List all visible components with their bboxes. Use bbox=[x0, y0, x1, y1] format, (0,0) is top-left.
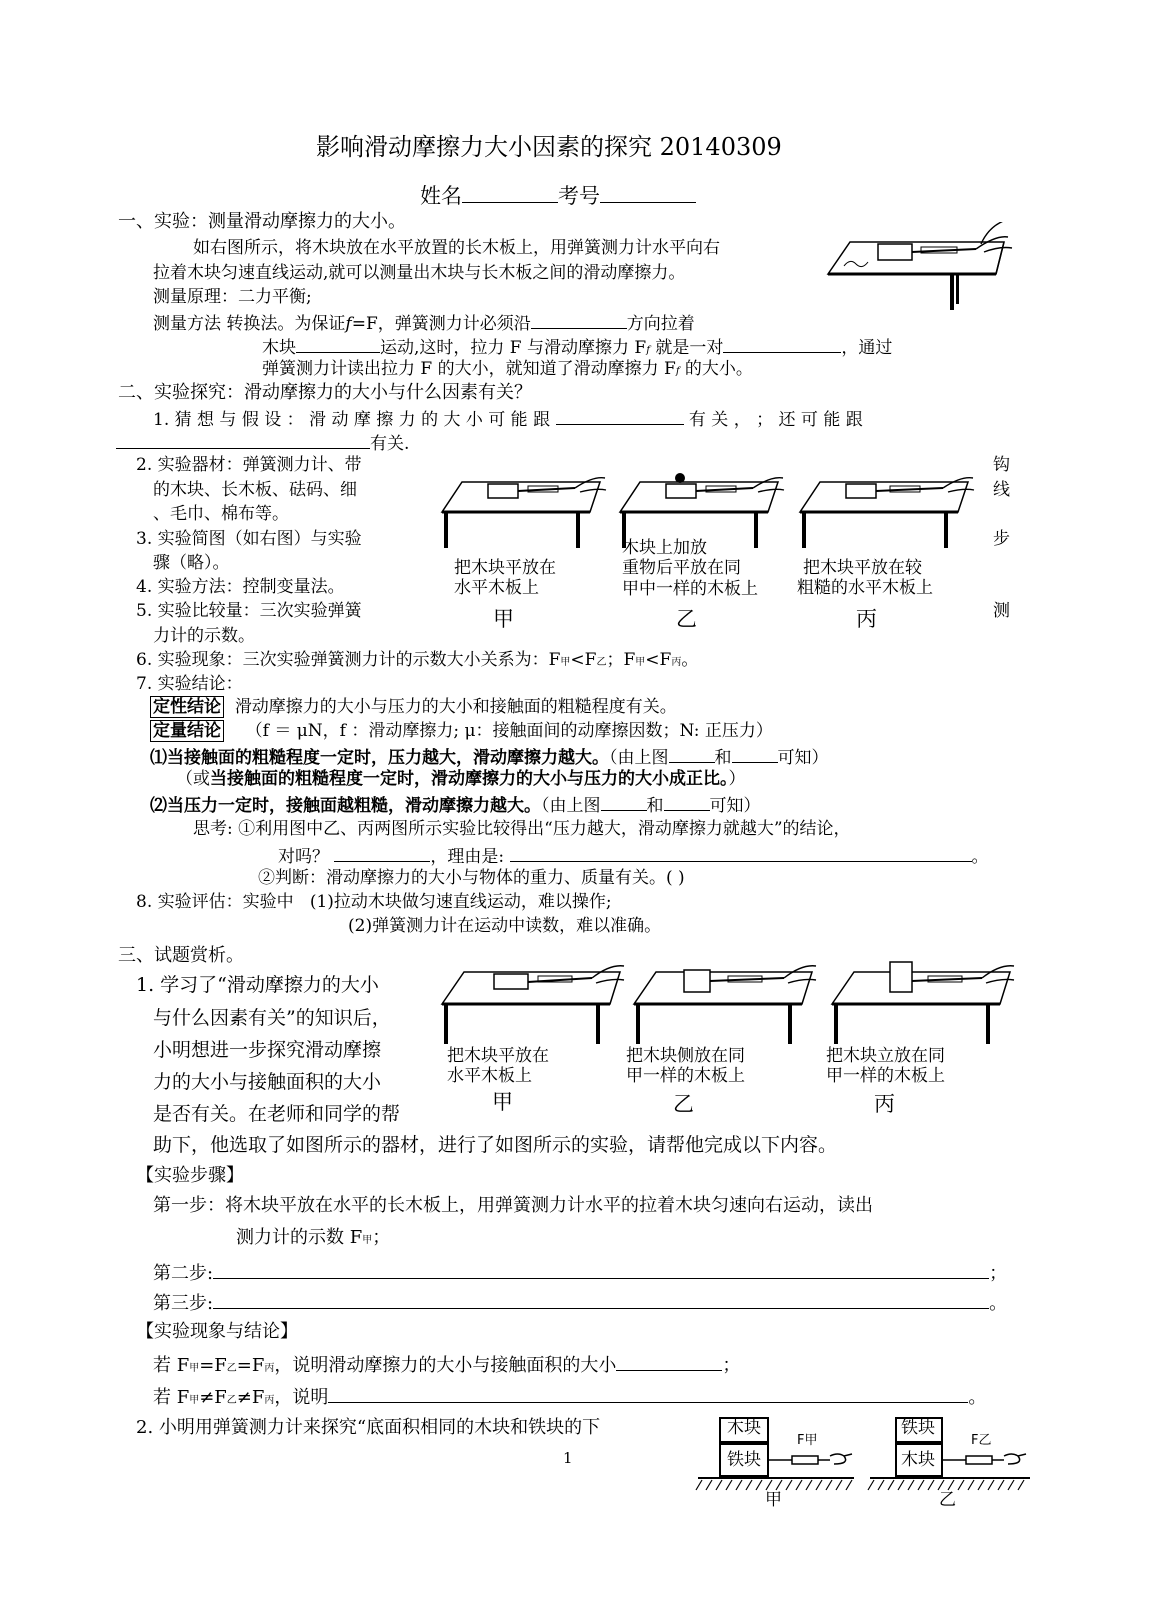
r1b: =F bbox=[199, 1355, 227, 1376]
e1b: (1)拉动木块做匀速直线运动，难以操作; bbox=[309, 892, 612, 912]
s2-item2b: 钩 bbox=[993, 455, 1010, 475]
fig1-cap-b3: 甲中一样的木板上 bbox=[622, 578, 758, 599]
s1-l4a: 测量方法 转换法。为保证 bbox=[153, 314, 346, 334]
c2b: （由上图 bbox=[541, 796, 601, 816]
r2s2: 乙 bbox=[226, 1395, 237, 1406]
section3-heading: 三、试题赏析。 bbox=[118, 945, 244, 966]
st3-label: 第三步: bbox=[153, 1293, 214, 1314]
c2c: 和 bbox=[646, 796, 664, 816]
question-2: 2. 小明用弹簧测力计来探究“底面积相同的木块和铁块的下 bbox=[136, 1417, 601, 1438]
r2s3: 丙 bbox=[264, 1395, 275, 1406]
think-2: ②判断：滑动摩擦力的大小与物体的重力、质量有关。( ) bbox=[258, 868, 685, 888]
fig3-a-bottom: 铁块 bbox=[727, 1450, 761, 1470]
quan-box: 定量结论 bbox=[150, 720, 224, 742]
r1s2: 乙 bbox=[226, 1363, 237, 1374]
name-blank[interactable] bbox=[462, 186, 558, 203]
s2-item5c: 力计的示数。 bbox=[153, 626, 255, 646]
result1-blank[interactable] bbox=[616, 1354, 722, 1371]
steps-heading: 【实验步骤】 bbox=[136, 1165, 244, 1186]
s2-g1b: 有 关 ， ； 还 可 能 跟 bbox=[688, 410, 863, 430]
q1-line3: 小明想进一步探究滑动摩擦 bbox=[153, 1039, 382, 1061]
fig1-cap-b1: 木块上加放 bbox=[622, 538, 707, 558]
fig2-label-b: 乙 bbox=[673, 1092, 694, 1116]
s2-item3b: 步 bbox=[993, 529, 1010, 549]
think-yesno-blank[interactable] bbox=[334, 845, 430, 862]
s2-s6sub2: 乙 bbox=[596, 657, 607, 668]
c2-blank-2[interactable] bbox=[664, 794, 710, 811]
c1d: 可知） bbox=[777, 748, 829, 768]
s2-s6c: ；F bbox=[606, 650, 636, 670]
evaluation-2: (2)弹簧测力计在运动中读数，难以准确。 bbox=[348, 916, 662, 936]
s2-item3a: 3. 实验简图（如右图）与实验 bbox=[136, 529, 362, 549]
c2-blank-1[interactable] bbox=[601, 794, 647, 811]
id-blank[interactable] bbox=[600, 186, 696, 203]
fig2-cap-c2: 甲一样的木板上 bbox=[826, 1066, 945, 1087]
guess-blank-1[interactable] bbox=[556, 408, 684, 425]
think-1: 思考: ①利用图中乙、丙两图所示实验比较得出“压力越大，滑动摩擦力就越大”的结论， bbox=[193, 819, 851, 839]
conclusion-1 bbox=[150, 746, 829, 769]
s1-l4c: 方向拉着 bbox=[626, 314, 695, 334]
st1c: ； bbox=[372, 1227, 391, 1248]
fig1-cap-a2: 水平木板上 bbox=[454, 578, 539, 599]
fig2-label-c: 丙 bbox=[874, 1092, 895, 1116]
fig1-caption-b bbox=[622, 538, 758, 599]
s1-l6a: 弹簧测力计读出拉力 F 的大小，就知道了滑动摩擦力 F bbox=[262, 359, 676, 379]
s2-item5b: 测 bbox=[993, 601, 1010, 621]
r1c: =F bbox=[236, 1355, 265, 1376]
s1-l5a: 木块 bbox=[262, 338, 296, 358]
id-label: 考号 bbox=[558, 184, 600, 208]
fig2-cap-b1: 把木块侧放在同 bbox=[626, 1046, 745, 1066]
s1-line6 bbox=[262, 360, 753, 380]
name-label: 姓名 bbox=[420, 184, 462, 208]
c1-blank-1[interactable] bbox=[669, 746, 715, 763]
fig1-caption-c bbox=[797, 558, 933, 599]
t2c: 。 bbox=[971, 847, 989, 867]
c1c: 和 bbox=[714, 748, 732, 768]
q1-line5: 是否有关。在老师和同学的帮 bbox=[153, 1103, 401, 1125]
page-number: 1 bbox=[563, 1449, 573, 1467]
fig2-label-a: 甲 bbox=[492, 1090, 513, 1114]
fig1-cap-b2: 重物后平放在同 bbox=[622, 558, 741, 579]
step-3 bbox=[153, 1292, 1007, 1315]
c1f: 当接触面的粗糙程度一定时，滑动摩擦力的大小与压力的大小成正比。 bbox=[210, 769, 729, 789]
fig2-cap-b2: 甲一样的木板上 bbox=[626, 1066, 745, 1087]
fig2-cap-c1: 把木块立放在同 bbox=[826, 1046, 945, 1066]
conclusion-2 bbox=[150, 794, 761, 817]
conclusion-1-alt bbox=[176, 770, 746, 790]
result2-blank[interactable] bbox=[328, 1386, 968, 1403]
s2-item2c: 的木块、长木板、砝码、细 bbox=[153, 480, 357, 500]
s1-l5b: 运动,这时，拉力 F 与滑动摩擦力 F bbox=[380, 338, 647, 358]
r2s1: 甲 bbox=[189, 1395, 200, 1406]
experiment-figure-c bbox=[798, 468, 978, 548]
s2-item7: 7. 实验结论： bbox=[136, 674, 243, 694]
s2-g1a: 1. 猜 想 与 假 设 ： 滑 动 摩 擦 力 的 大 小 可 能 跟 bbox=[153, 410, 551, 430]
evaluation-1 bbox=[136, 893, 612, 913]
step-1: 第一步：将木块平放在水平的长木板上，用弹簧测力计水平的拉着木块匀速向右运动，读出 bbox=[153, 1195, 873, 1216]
quantitative-conclusion bbox=[150, 722, 773, 742]
q1-line2: 与什么因素有关”的知识后， bbox=[153, 1007, 391, 1029]
name-line bbox=[420, 184, 696, 208]
fig1-label-b: 乙 bbox=[676, 607, 697, 631]
step3-blank[interactable] bbox=[213, 1292, 989, 1309]
fig3-a-label: 甲 bbox=[765, 1490, 782, 1510]
fig1-cap-c1: 把木块平放在较 bbox=[803, 558, 922, 578]
st1sub: 甲 bbox=[362, 1235, 373, 1246]
c2a: ⑵当压力一定时，接触面越粗糙，滑动摩擦力越大。 bbox=[150, 796, 541, 816]
r1e: ； bbox=[722, 1355, 741, 1376]
s1-line3: 测量原理：二力平衡; bbox=[153, 287, 312, 307]
results-heading: 【实验现象与结论】 bbox=[136, 1321, 298, 1342]
s1-line2: 拉着木块匀速直线运动,就可以测量出木块与长木板之间的滑动摩擦力。 bbox=[153, 263, 686, 283]
s1-line4 bbox=[153, 312, 695, 335]
experiment-figure-a bbox=[440, 468, 610, 548]
r2c: ≠F bbox=[236, 1387, 265, 1408]
c1g: ） bbox=[728, 769, 746, 789]
q1-figure-c bbox=[830, 956, 1020, 1046]
fig3-b-top: 铁块 bbox=[901, 1418, 935, 1438]
t2a: 对吗？ bbox=[278, 847, 329, 867]
r2b: ≠F bbox=[199, 1387, 227, 1408]
s1-l5sub: f bbox=[646, 345, 650, 356]
s2-item6 bbox=[136, 651, 698, 671]
s2-s6sub4: 丙 bbox=[671, 657, 682, 668]
direction-blank[interactable] bbox=[531, 312, 627, 329]
s1-l4f: f bbox=[345, 314, 352, 334]
experiment-figure-b bbox=[618, 468, 788, 548]
fig1-cap-c2: 粗糙的水平木板上 bbox=[797, 578, 933, 599]
s1-l6sub: f bbox=[675, 366, 680, 377]
fig1-caption-a bbox=[454, 558, 556, 599]
qualitative-conclusion bbox=[150, 698, 677, 718]
fig3-b-label: 乙 bbox=[939, 1490, 956, 1510]
st1b: 测力计的示数 F bbox=[236, 1227, 363, 1248]
s2-s6d: <F bbox=[645, 650, 672, 670]
q1-line1: 1. 学习了“滑动摩擦力的大小 bbox=[136, 974, 379, 996]
c2d: 可知） bbox=[709, 796, 761, 816]
s1-l5d: ，通过 bbox=[841, 338, 893, 358]
fig2-caption-c bbox=[826, 1046, 945, 1087]
apparatus-figure-top bbox=[826, 222, 1016, 312]
r2d: ，说明 bbox=[274, 1387, 329, 1408]
s2-guess-line bbox=[153, 408, 863, 431]
r1s3: 丙 bbox=[264, 1363, 275, 1374]
guess-blank-2[interactable] bbox=[116, 432, 370, 449]
s1-l6b: 的大小。 bbox=[679, 359, 753, 379]
s2-item3c: 骤（略）。 bbox=[153, 553, 230, 573]
quan-text: （f ＝ μN，f ：滑动摩擦力; μ：接触面间的动摩擦因数；N: 正压力） bbox=[245, 721, 773, 741]
s1-l5c: 就是一对 bbox=[649, 338, 724, 358]
qual-text: 滑动摩擦力的大小与压力的大小和接触面的粗糙程度有关。 bbox=[234, 697, 677, 717]
fig3-b-force: F乙 bbox=[971, 1433, 992, 1448]
motion-blank[interactable] bbox=[296, 336, 380, 353]
fig3-a-force: F甲 bbox=[797, 1433, 818, 1448]
result-2 bbox=[153, 1386, 986, 1409]
st2-end: ； bbox=[989, 1263, 1008, 1284]
fig3-b-bottom: 木块 bbox=[901, 1450, 935, 1470]
q1-figure-b bbox=[632, 956, 822, 1046]
s1-line5 bbox=[262, 336, 892, 359]
r1s1: 甲 bbox=[189, 1363, 200, 1374]
q1-line4: 力的大小与接触面积的大小 bbox=[153, 1071, 382, 1093]
s1-line1: 如右图所示，将木块放在水平放置的长木板上，用弹簧测力计水平向右 bbox=[193, 238, 720, 258]
fig1-cap-a1: 把木块平放在 bbox=[454, 558, 556, 578]
page-title: 影响滑动摩擦力大小因素的探究 20140309 bbox=[316, 133, 782, 161]
s1-l4b: =F，弹簧测力计必须沿 bbox=[351, 314, 531, 334]
q1-figure-a bbox=[440, 956, 630, 1046]
c1a: ⑴当接触面的粗糙程度一定时，压力越大，滑动摩擦力越大。 bbox=[150, 748, 609, 768]
s2-item2a: 2. 实验器材：弹簧测力计、带 bbox=[136, 455, 362, 475]
fig2-caption-b bbox=[626, 1046, 745, 1087]
think-reason-blank[interactable] bbox=[510, 845, 972, 862]
s2-s6sub1: 甲 bbox=[560, 657, 571, 668]
s2-s6sub3: 甲 bbox=[635, 657, 646, 668]
s2-item2e: 、毛巾、棉布等。 bbox=[153, 504, 289, 524]
step2-blank[interactable] bbox=[213, 1262, 989, 1279]
s2-item5a: 5. 实验比较量：三次实验弹簧 bbox=[136, 601, 362, 621]
s2-g1c: 有关. bbox=[370, 434, 410, 454]
st2-label: 第二步: bbox=[153, 1263, 214, 1284]
section1-heading: 一、实验：测量滑动摩擦力的大小。 bbox=[118, 211, 406, 232]
section2-heading: 二、实验探究：滑动摩擦力的大小与什么因素有关？ bbox=[118, 382, 532, 403]
fig3-a-top: 木块 bbox=[727, 1418, 761, 1438]
s2-item2d: 线 bbox=[993, 480, 1010, 500]
think-1b bbox=[278, 845, 989, 868]
t2b: ，理由是: bbox=[430, 847, 505, 867]
c1b: （由上图 bbox=[609, 748, 669, 768]
r2e: 。 bbox=[968, 1387, 987, 1408]
s2-s6a: 6. 实验现象：三次实验弹簧测力计的示数大小关系为：F bbox=[136, 650, 561, 670]
s2-guess-line2 bbox=[116, 432, 409, 455]
fig1-label-a: 甲 bbox=[493, 607, 514, 631]
r1a: 若 F bbox=[153, 1355, 190, 1376]
result-1 bbox=[153, 1354, 740, 1377]
s2-s6e: 。 bbox=[681, 650, 699, 670]
qual-box: 定性结论 bbox=[150, 696, 224, 718]
fig2-caption-a bbox=[447, 1046, 549, 1087]
c1e: （或 bbox=[176, 769, 210, 789]
step-2 bbox=[153, 1262, 1007, 1285]
step-1b bbox=[236, 1228, 390, 1249]
q1-line6: 助下，他选取了如图所示的器材，进行了如图所示的实验，请帮他完成以下内容。 bbox=[153, 1134, 838, 1156]
e1a: 8. 实验评估：实验中 bbox=[136, 892, 294, 912]
fig2-cap-a2: 水平木板上 bbox=[447, 1066, 532, 1087]
s2-s6b: <F bbox=[570, 650, 597, 670]
s2-item4: 4. 实验方法：控制变量法。 bbox=[136, 577, 345, 597]
c1-blank-2[interactable] bbox=[732, 746, 778, 763]
r2a: 若 F bbox=[153, 1387, 190, 1408]
fig1-label-c: 丙 bbox=[856, 607, 877, 631]
fig2-cap-a1: 把木块平放在 bbox=[447, 1046, 549, 1066]
st3-end: 。 bbox=[989, 1293, 1008, 1314]
force-pair-blank[interactable] bbox=[723, 336, 841, 353]
r1d: ，说明滑动摩擦力的大小与接触面积的大小 bbox=[274, 1355, 617, 1376]
